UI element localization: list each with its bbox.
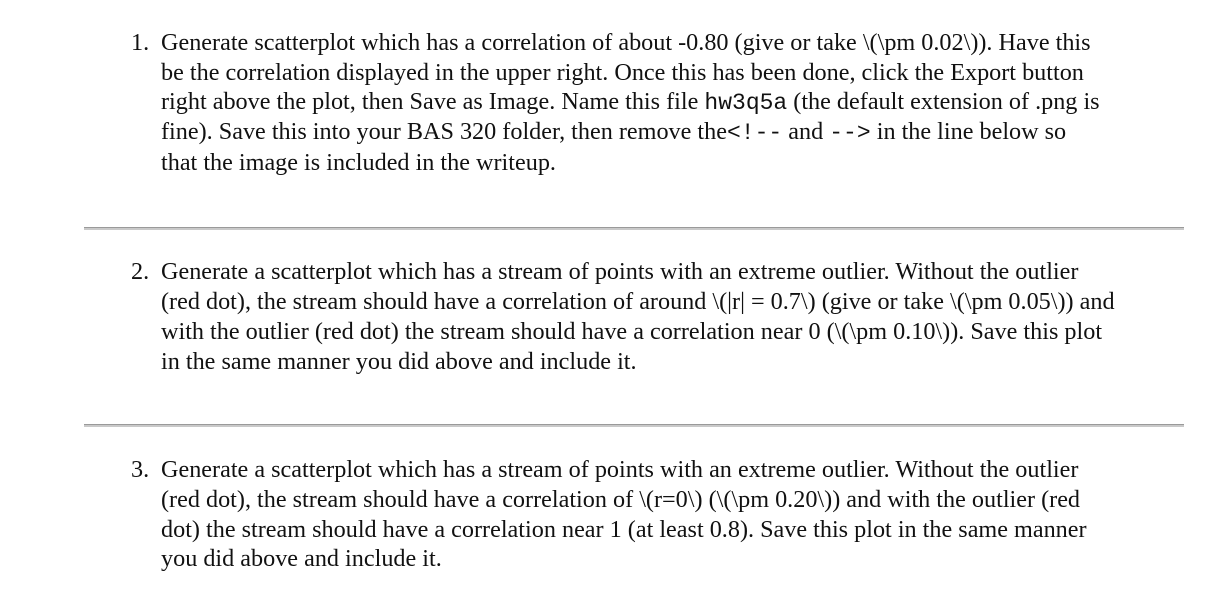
question-text: and <box>782 118 830 145</box>
question-line: (red dot), the stream should have a correlation of around \(|r| = 0.7\) (give or take \(\pm 0.05\)) and <box>161 288 1115 315</box>
filename-code: hw3q5a <box>704 90 788 116</box>
question-line: Generate a scatterplot which has a stream of points with an extreme outlier. Without the outlier <box>161 258 1079 285</box>
question-text: right above the plot, then Save as Image. Name this file <box>161 88 705 115</box>
question-text: (the default extension of .png is <box>787 88 1100 115</box>
horizontal-rule <box>84 424 1184 427</box>
question-line: Generate a scatterplot which has a stream of points with an extreme outlier. Without the outlier <box>161 456 1079 483</box>
question-line: Generate scatterplot which has a correlation of about -0.80 (give or take \(\pm 0.02\)). Have this <box>161 29 1091 56</box>
question-text: fine). Save this into your BAS 320 folder, then remove the <box>161 118 727 145</box>
horizontal-rule <box>84 227 1184 230</box>
question-line <box>161 117 1066 148</box>
question-number: 2. <box>131 258 150 285</box>
question-line: with the outlier (red dot) the stream should have a correlation near 0 (\(\pm 0.10\)). Save this plot <box>161 318 1103 345</box>
question-number: 1. <box>131 29 150 56</box>
question-line: be the correlation displayed in the upper right. Once this has been done, click the Export button <box>161 59 1084 86</box>
question-line <box>161 87 1100 118</box>
question-text: in the line below so <box>870 118 1067 145</box>
question-number: 3. <box>131 456 150 483</box>
question-line: dot) the stream should have a correlation near 1 (at least 0.8). Save this plot in the same manner <box>161 516 1087 543</box>
question-line: you did above and include it. <box>161 545 442 572</box>
comment-close-code: --> <box>829 120 871 146</box>
comment-open-code: <!-- <box>727 120 783 146</box>
question-line: that the image is included in the writeup. <box>161 149 556 176</box>
question-line: (red dot), the stream should have a correlation of \(r=0\) (\(\pm 0.20\)) and with the outlier (red <box>161 486 1081 513</box>
question-line: in the same manner you did above and include it. <box>161 348 637 375</box>
